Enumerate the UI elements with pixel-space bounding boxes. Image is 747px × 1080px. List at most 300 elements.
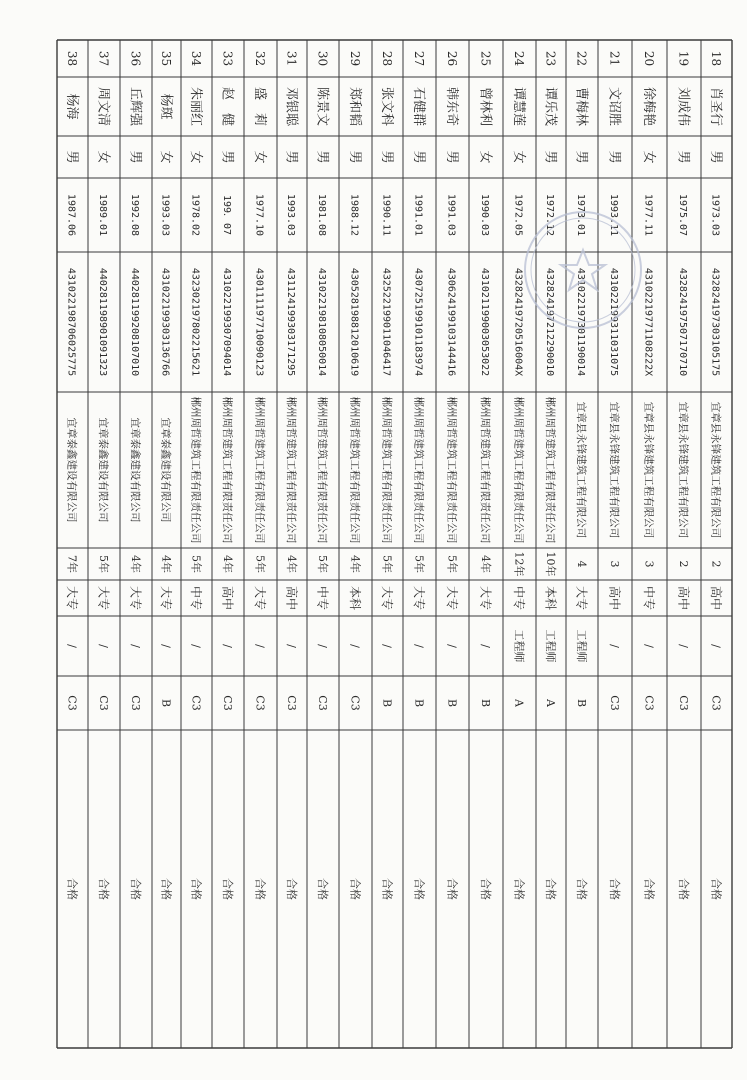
no-text: 33 bbox=[220, 50, 235, 67]
gender-text: 男 bbox=[675, 150, 691, 164]
cell-title bbox=[160, 644, 173, 648]
cell-company bbox=[710, 402, 723, 539]
gender-text: 男 bbox=[542, 150, 558, 164]
cell-gender bbox=[411, 150, 426, 163]
cell-edu bbox=[608, 586, 623, 610]
company-text-line: 郴州周哲建筑工程有限责任公司 bbox=[479, 396, 492, 544]
gender-text: 女 bbox=[95, 150, 111, 164]
no-text: 35 bbox=[159, 50, 174, 67]
cell-gender bbox=[511, 150, 526, 163]
cell-gender bbox=[188, 150, 203, 163]
cell-name bbox=[542, 87, 557, 126]
no-text: 25 bbox=[478, 50, 493, 67]
name-text: 赵 健 bbox=[219, 86, 235, 127]
cell-edu bbox=[479, 586, 494, 610]
birth-text: 1981.08 bbox=[316, 193, 328, 237]
cell-title bbox=[446, 644, 459, 648]
title-text: / bbox=[608, 644, 622, 648]
name-text: 石健群 bbox=[410, 86, 426, 127]
cell-company bbox=[316, 397, 329, 544]
years-text: 5年 bbox=[412, 555, 426, 573]
birth-text: 1990.11 bbox=[380, 193, 392, 237]
edu-text: 大专 bbox=[128, 585, 143, 611]
cell-name bbox=[188, 87, 204, 126]
cell-title bbox=[381, 644, 394, 648]
birth-text: 1993.11 bbox=[608, 193, 620, 237]
cell-grade bbox=[221, 695, 234, 710]
cell-name bbox=[347, 87, 363, 126]
cell-grade bbox=[608, 695, 621, 710]
cell-name bbox=[641, 87, 657, 126]
birth-text: 1972.12 bbox=[544, 193, 556, 237]
cell-no bbox=[65, 51, 79, 66]
title-text: / bbox=[642, 644, 656, 648]
cell-id bbox=[479, 268, 490, 376]
cell-gender bbox=[708, 150, 723, 163]
edu-text: 大专 bbox=[380, 585, 395, 611]
cell-result bbox=[316, 878, 330, 900]
no-text: 27 bbox=[412, 50, 427, 67]
cell-name bbox=[219, 87, 235, 126]
id-text: 432522199011046417 bbox=[380, 267, 392, 377]
years-text: 2 bbox=[677, 560, 691, 568]
cell-years bbox=[97, 555, 111, 573]
years-text: 3 bbox=[608, 560, 622, 568]
no-text: 24 bbox=[512, 50, 527, 67]
title-text: / bbox=[412, 644, 426, 648]
id-text: 430624199103144416 bbox=[445, 267, 457, 377]
id-text: 430528198812010619 bbox=[348, 267, 360, 377]
cell-id bbox=[66, 268, 77, 376]
edu-text: 大专 bbox=[159, 585, 174, 611]
cell-years bbox=[254, 555, 268, 573]
cell-birth bbox=[643, 194, 654, 236]
id-text: 430111197710090123 bbox=[253, 267, 265, 377]
years-text: 4年 bbox=[221, 555, 235, 573]
id-text: 440281198901091323 bbox=[97, 267, 109, 377]
grade-text: A bbox=[544, 699, 558, 707]
result-text: 合格 bbox=[412, 878, 426, 900]
title-text: 工程师 bbox=[544, 629, 558, 663]
title-text: / bbox=[380, 644, 394, 648]
cell-edu bbox=[316, 586, 331, 610]
cell-edu bbox=[221, 586, 236, 610]
cell-result bbox=[190, 878, 204, 900]
id-text: 431022199311031075 bbox=[608, 267, 620, 377]
title-text: / bbox=[253, 644, 267, 648]
result-text: 合格 bbox=[316, 878, 330, 900]
cell-result bbox=[710, 878, 724, 900]
years-text: 4年 bbox=[159, 555, 173, 573]
title-text: / bbox=[97, 644, 111, 648]
cell-id bbox=[446, 268, 457, 376]
cell-birth bbox=[129, 194, 140, 236]
cell-grade bbox=[413, 699, 426, 707]
cell-gender bbox=[444, 150, 459, 163]
cell-company bbox=[381, 397, 394, 544]
cell-result bbox=[97, 878, 111, 900]
cell-name bbox=[127, 87, 143, 127]
edu-text: 高中 bbox=[607, 585, 622, 611]
cell-birth bbox=[446, 194, 457, 236]
cell-name bbox=[64, 93, 80, 119]
name-text: 曹梅林 bbox=[573, 86, 589, 127]
cell-title bbox=[677, 644, 690, 648]
no-text: 37 bbox=[96, 50, 111, 67]
cell-result bbox=[381, 878, 395, 900]
cell-id bbox=[254, 268, 265, 376]
cell-years bbox=[349, 555, 363, 573]
cell-edu bbox=[285, 586, 300, 610]
cell-gender bbox=[641, 150, 656, 163]
cell-gender bbox=[675, 150, 690, 163]
no-text: 38 bbox=[65, 50, 80, 67]
years-text: 4年 bbox=[348, 555, 362, 573]
years-text: 4年 bbox=[129, 555, 143, 573]
cell-title bbox=[479, 644, 492, 648]
id-text: 431022199303136766 bbox=[159, 267, 171, 377]
id-text: 432824197507170710 bbox=[677, 267, 689, 377]
cell-birth bbox=[221, 195, 232, 235]
cell-edu bbox=[65, 586, 80, 610]
gender-text: 男 bbox=[346, 150, 362, 164]
birth-text: 1973.03 bbox=[709, 193, 721, 237]
company-text-line: 郴州周哲建筑工程有限责任公司 bbox=[221, 396, 234, 544]
cell-no bbox=[189, 51, 203, 67]
company-text-line: 郴州周哲建筑工程有限责任公司 bbox=[380, 396, 393, 544]
cell-edu bbox=[412, 586, 427, 610]
cell-id bbox=[221, 268, 232, 376]
cell-years bbox=[381, 555, 395, 573]
edu-text: 高中 bbox=[709, 585, 724, 611]
cell-no bbox=[608, 51, 622, 66]
cell-birth bbox=[316, 194, 327, 236]
result-text: 合格 bbox=[65, 878, 79, 900]
edu-text: 大专 bbox=[253, 585, 268, 611]
cell-gender bbox=[127, 150, 142, 163]
cell-name bbox=[477, 87, 493, 126]
edu-text: 大专 bbox=[65, 585, 80, 611]
grade-text: C3 bbox=[642, 695, 656, 711]
result-text: 合格 bbox=[512, 878, 526, 900]
result-text: 合格 bbox=[445, 878, 459, 900]
cell-no bbox=[677, 51, 691, 66]
no-text: 31 bbox=[284, 50, 299, 67]
id-text: 431124199303171295 bbox=[285, 267, 297, 377]
name-text: 徐梅艳 bbox=[640, 86, 656, 127]
birth-text: 1991.01 bbox=[412, 193, 424, 237]
grade-text: C3 bbox=[677, 695, 691, 711]
edu-text: 大专 bbox=[96, 585, 111, 611]
cell-birth bbox=[254, 194, 265, 236]
name-text: 杨海 bbox=[63, 93, 79, 120]
edu-text: 中专 bbox=[512, 585, 527, 611]
cell-company bbox=[97, 418, 110, 523]
gender-text: 男 bbox=[63, 150, 79, 164]
cell-result bbox=[544, 878, 558, 900]
cell-gender bbox=[347, 150, 362, 163]
cell-name bbox=[252, 87, 268, 126]
cell-title bbox=[97, 644, 110, 648]
cell-name bbox=[314, 87, 329, 126]
title-text: / bbox=[348, 644, 362, 648]
gender-text: 女 bbox=[187, 150, 203, 164]
cell-gender bbox=[477, 150, 492, 163]
no-text: 23 bbox=[543, 50, 558, 67]
title-text: / bbox=[285, 644, 299, 648]
cell-company bbox=[677, 402, 690, 539]
no-text: 21 bbox=[607, 50, 622, 67]
birth-text: 1993.03 bbox=[159, 193, 171, 237]
cell-edu bbox=[97, 586, 112, 610]
cell-company bbox=[608, 402, 621, 539]
id-text: 431021199003053022 bbox=[479, 267, 491, 377]
cell-no bbox=[479, 51, 493, 66]
edu-text: 中专 bbox=[315, 585, 330, 611]
cell-years bbox=[285, 555, 299, 573]
cell-result bbox=[129, 878, 143, 900]
cell-id bbox=[513, 268, 524, 376]
grade-text: C3 bbox=[316, 695, 330, 711]
company-text-line: 郴州周哲建筑工程有限责任公司 bbox=[544, 396, 557, 544]
cell-birth bbox=[160, 194, 171, 236]
birth-text: 1977.11 bbox=[642, 193, 654, 237]
gender-text: 男 bbox=[606, 150, 622, 164]
result-text: 合格 bbox=[677, 878, 691, 900]
name-text: 郑和韬 bbox=[346, 86, 362, 127]
grade-text: C3 bbox=[97, 695, 111, 711]
result-text: 合格 bbox=[608, 878, 622, 900]
cell-gender bbox=[252, 150, 267, 163]
cell-title bbox=[316, 644, 329, 648]
company-text-line: 宜章县永锋建筑工程有限公司 bbox=[575, 401, 588, 539]
cell-edu bbox=[677, 586, 692, 610]
company-text-line: 宜章泰鑫建设有限公司 bbox=[129, 417, 142, 523]
cell-birth bbox=[97, 194, 108, 236]
no-text: 34 bbox=[189, 50, 204, 67]
title-text: / bbox=[189, 644, 203, 648]
cell-title bbox=[575, 630, 589, 663]
cell-id bbox=[544, 268, 555, 376]
edu-text: 本科 bbox=[348, 585, 363, 611]
name-text: 盛 莉 bbox=[251, 86, 267, 127]
grade-text: B bbox=[479, 698, 493, 708]
birth-text: 1978.02 bbox=[189, 193, 201, 237]
company-text-line: 郴州周哲建筑工程有限责任公司 bbox=[412, 396, 425, 544]
cell-gender bbox=[606, 150, 621, 163]
edu-text: 大专 bbox=[412, 585, 427, 611]
cell-gender bbox=[314, 150, 329, 163]
cell-id bbox=[349, 268, 360, 376]
title-text: 工程师 bbox=[575, 629, 589, 663]
cell-result bbox=[677, 878, 691, 900]
cell-title bbox=[608, 644, 621, 648]
cell-no bbox=[642, 51, 656, 66]
id-text: 431022199307094014 bbox=[221, 267, 233, 377]
grade-text: A bbox=[512, 699, 526, 707]
cell-id bbox=[97, 268, 108, 376]
grade-text: C3 bbox=[709, 695, 723, 711]
no-text: 28 bbox=[380, 50, 395, 67]
cell-id bbox=[285, 268, 296, 376]
cell-company bbox=[479, 397, 492, 544]
cell-grade bbox=[710, 695, 723, 710]
id-text: 43102219771108222X bbox=[642, 267, 654, 377]
company-text-line: 宜章县永锋建筑工程有限公司 bbox=[709, 401, 722, 539]
cell-birth bbox=[190, 194, 201, 236]
cell-no bbox=[97, 51, 111, 66]
no-text: 29 bbox=[348, 50, 363, 67]
cell-grade bbox=[190, 695, 203, 710]
cell-no bbox=[709, 51, 723, 66]
name-text: 周文清 bbox=[95, 86, 111, 127]
name-text: 文诏胜 bbox=[606, 86, 622, 127]
cell-years bbox=[316, 555, 330, 573]
result-text: 合格 bbox=[189, 878, 203, 900]
cell-birth bbox=[479, 194, 490, 236]
company-text-line: 宜章泰鑫建设有限公司 bbox=[97, 417, 110, 523]
edu-text: 大专 bbox=[478, 585, 493, 611]
years-text: 12年 bbox=[512, 551, 526, 577]
cell-birth bbox=[677, 194, 688, 236]
cell-years bbox=[608, 561, 621, 568]
cell-company bbox=[66, 418, 79, 523]
cell-grade bbox=[513, 698, 526, 708]
title-text: / bbox=[316, 644, 330, 648]
years-text: 5年 bbox=[253, 555, 267, 573]
cell-id bbox=[413, 268, 424, 376]
cell-gender bbox=[95, 150, 110, 163]
id-text: 431022198706025775 bbox=[65, 267, 77, 377]
gender-text: 男 bbox=[219, 150, 235, 164]
cell-title bbox=[66, 644, 79, 648]
cell-company bbox=[643, 402, 656, 539]
cell-id bbox=[160, 268, 171, 376]
birth-text: 1973.01 bbox=[575, 193, 587, 237]
gender-text: 男 bbox=[573, 150, 589, 164]
cell-years bbox=[129, 555, 143, 573]
cell-result bbox=[285, 878, 299, 900]
no-text: 19 bbox=[676, 50, 691, 67]
cell-name bbox=[511, 87, 527, 126]
cell-no bbox=[412, 51, 426, 66]
cell-result bbox=[513, 878, 527, 900]
cell-grade bbox=[575, 699, 588, 707]
name-text: 曾林利 bbox=[477, 86, 493, 127]
name-text: 谭慧莲 bbox=[510, 86, 526, 127]
cell-birth bbox=[66, 194, 77, 236]
years-text: 4年 bbox=[285, 555, 299, 573]
cell-company bbox=[221, 397, 234, 544]
grade-text: C3 bbox=[221, 695, 235, 711]
cell-name bbox=[283, 87, 298, 127]
result-text: 合格 bbox=[642, 878, 656, 900]
cell-grade bbox=[254, 695, 267, 710]
cell-grade bbox=[544, 698, 557, 708]
gender-text: 男 bbox=[283, 150, 299, 164]
birth-text: 1972.05 bbox=[512, 193, 524, 237]
result-text: 合格 bbox=[544, 878, 558, 900]
years-text: 10年 bbox=[544, 551, 558, 577]
company-text-line: 郴州周哲建筑工程有限责任公司 bbox=[445, 396, 458, 544]
grade-text: C3 bbox=[129, 695, 143, 711]
cell-grade bbox=[643, 695, 656, 710]
cell-title bbox=[190, 644, 203, 648]
result-text: 合格 bbox=[575, 878, 589, 900]
gender-text: 女 bbox=[251, 150, 267, 164]
edu-text: 高中 bbox=[676, 585, 691, 611]
cell-title bbox=[349, 644, 362, 648]
cell-name bbox=[379, 87, 395, 126]
title-text: / bbox=[159, 644, 173, 648]
edu-text: 大专 bbox=[574, 585, 589, 611]
no-text: 30 bbox=[315, 50, 330, 67]
cell-no bbox=[380, 51, 394, 66]
cell-edu bbox=[253, 586, 268, 610]
cell-birth bbox=[608, 194, 619, 236]
birth-text: 1977.10 bbox=[253, 193, 265, 237]
grade-text: C3 bbox=[189, 695, 203, 711]
cell-edu bbox=[709, 586, 724, 610]
name-text: 朱丽红 bbox=[187, 86, 203, 127]
cell-no bbox=[129, 51, 143, 66]
cell-gender bbox=[64, 150, 79, 163]
cell-company bbox=[446, 397, 459, 544]
company-text-line: 郴州周哲建筑工程有限责任公司 bbox=[512, 396, 525, 544]
gender-text: 男 bbox=[443, 150, 459, 164]
company-text-line: 郴州周哲建筑工程有限责任公司 bbox=[348, 396, 361, 544]
years-text: 5年 bbox=[189, 555, 203, 573]
cell-gender bbox=[158, 150, 173, 163]
cell-years bbox=[66, 555, 80, 573]
cell-gender bbox=[283, 150, 298, 163]
cell-name bbox=[606, 87, 622, 126]
edu-text: 中专 bbox=[189, 585, 204, 611]
cell-no bbox=[544, 51, 558, 66]
cell-gender bbox=[219, 150, 234, 163]
result-text: 合格 bbox=[129, 878, 143, 900]
edu-text: 中专 bbox=[642, 585, 657, 611]
cell-grade bbox=[316, 695, 329, 710]
name-text: 丘辉强 bbox=[127, 86, 143, 127]
no-text: 32 bbox=[253, 50, 268, 67]
years-text: 4年 bbox=[479, 555, 493, 573]
cell-edu bbox=[348, 586, 363, 610]
cell-result bbox=[643, 878, 657, 900]
cell-title bbox=[513, 630, 527, 663]
birth-text: 1975.07 bbox=[677, 193, 689, 237]
title-text: / bbox=[65, 644, 79, 648]
cell-result bbox=[160, 878, 174, 900]
company-text-line: 郴州周哲建筑工程有限责任公司 bbox=[253, 396, 266, 544]
cell-company bbox=[285, 397, 298, 544]
id-text: 440281199208107010 bbox=[129, 267, 141, 377]
cell-result bbox=[221, 878, 235, 900]
cell-birth bbox=[349, 194, 360, 236]
years-text: 5年 bbox=[316, 555, 330, 573]
birth-text: 1987.06 bbox=[65, 193, 77, 237]
cell-title bbox=[643, 644, 656, 648]
cell-birth bbox=[381, 194, 392, 236]
cell-years bbox=[575, 561, 588, 568]
cell-no bbox=[316, 51, 330, 66]
cell-grade bbox=[129, 695, 142, 710]
birth-text: 1988.12 bbox=[348, 193, 360, 237]
name-text: 陈景文 bbox=[314, 86, 330, 127]
cell-years bbox=[190, 555, 204, 573]
cell-grade bbox=[446, 699, 459, 707]
years-text: 5年 bbox=[97, 555, 111, 573]
